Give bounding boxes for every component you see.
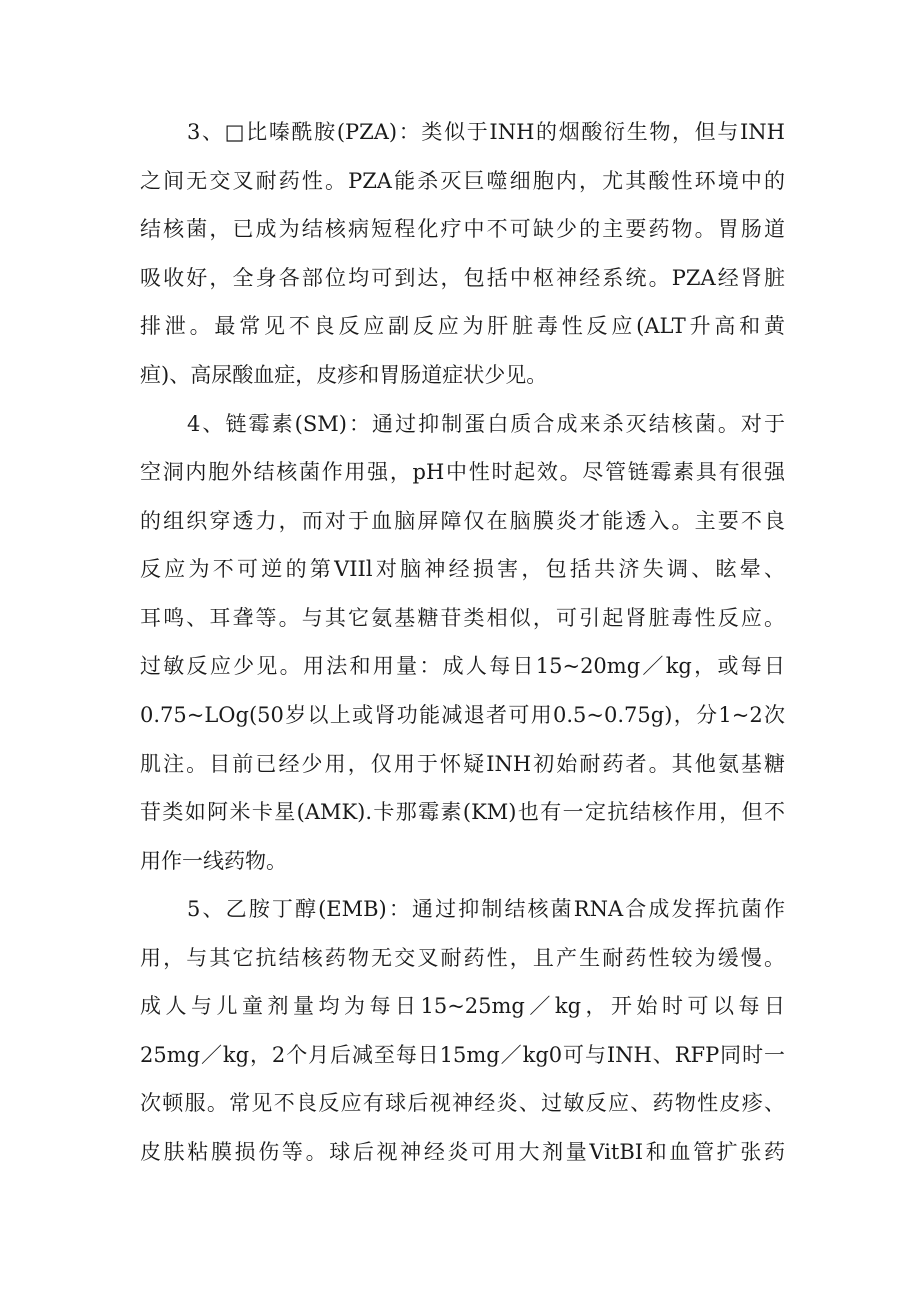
text-line: 耳鸣、耳聋等。与其它氨基糖苷类相似，可引起肾脏毒性反应。	[140, 606, 785, 630]
text-line: 的组织穿透力，而对于血脑屏障仅在脑膜炎才能透入。主要不良	[140, 509, 785, 533]
text-line: 排泄。最常见不良反应副反应为肝脏毒性反应(ALT升高和黄	[140, 314, 785, 338]
text-line: 吸收好，全身各部位均可到达，包括中枢神经系统。PZA经肾脏	[140, 266, 785, 290]
text-line: 25mg／kg，2个月后减至每日15mg／kg0可与INH、RFP同时一	[140, 1043, 785, 1067]
text-line: 次顿服。常见不良反应有球后视神经炎、过敏反应、药物性皮疹、	[140, 1091, 785, 1115]
text-line: 之间无交叉耐药性。PZA能杀灭巨噬细胞内，尤其酸性环境中的	[140, 169, 785, 193]
text-line: 肌注。目前已经少用，仅用于怀疑INH初始耐药者。其他氨基糖	[140, 752, 785, 776]
text-line: 过敏反应少见。用法和用量：成人每日15~20mg／kg，或每日	[140, 654, 785, 678]
text-line: 0.75~LOg(50岁以上或肾功能减退者可用0.5~0.75g)，分1~2次	[140, 703, 785, 727]
text-line: 皮肤粘膜损伤等。球后视神经炎可用大剂量VitBI和血管扩张药	[140, 1140, 785, 1164]
text-line: 用作一线药物。	[140, 849, 287, 873]
text-line: 反应为不可逆的第VIIl对脑神经损害，包括共济失调、眩晕、	[140, 557, 785, 581]
text-line: 用，与其它抗结核药物无交叉耐药性，且产生耐药性较为缓慢。	[140, 946, 785, 970]
text-line: 空洞内胞外结核菌作用强，pH中性时起效。尽管链霉素具有很强	[140, 460, 785, 484]
text-line: 苷类如阿米卡星(AMK).卡那霉素(KM)也有一定抗结核作用，但不	[140, 800, 785, 824]
text-line: 疸)、高尿酸血症，皮疹和胃肠道症状少见。	[140, 363, 548, 387]
text-line: 成人与儿童剂量均为每日15~25mg／kg，开始时可以每日	[140, 994, 785, 1018]
text-line: 结核菌，已成为结核病短程化疗中不可缺少的主要药物。胃肠道	[140, 217, 785, 241]
text-line: 3、□比嗪酰胺(PZA)：类似于INH的烟酸衍生物，但与INH	[187, 120, 785, 144]
text-line: 5、乙胺丁醇(EMB)：通过抑制结核菌RNA合成发挥抗菌作	[187, 897, 785, 921]
text-line: 4、链霉素(SM)：通过抑制蛋白质合成来杀灭结核菌。对于	[187, 412, 785, 436]
